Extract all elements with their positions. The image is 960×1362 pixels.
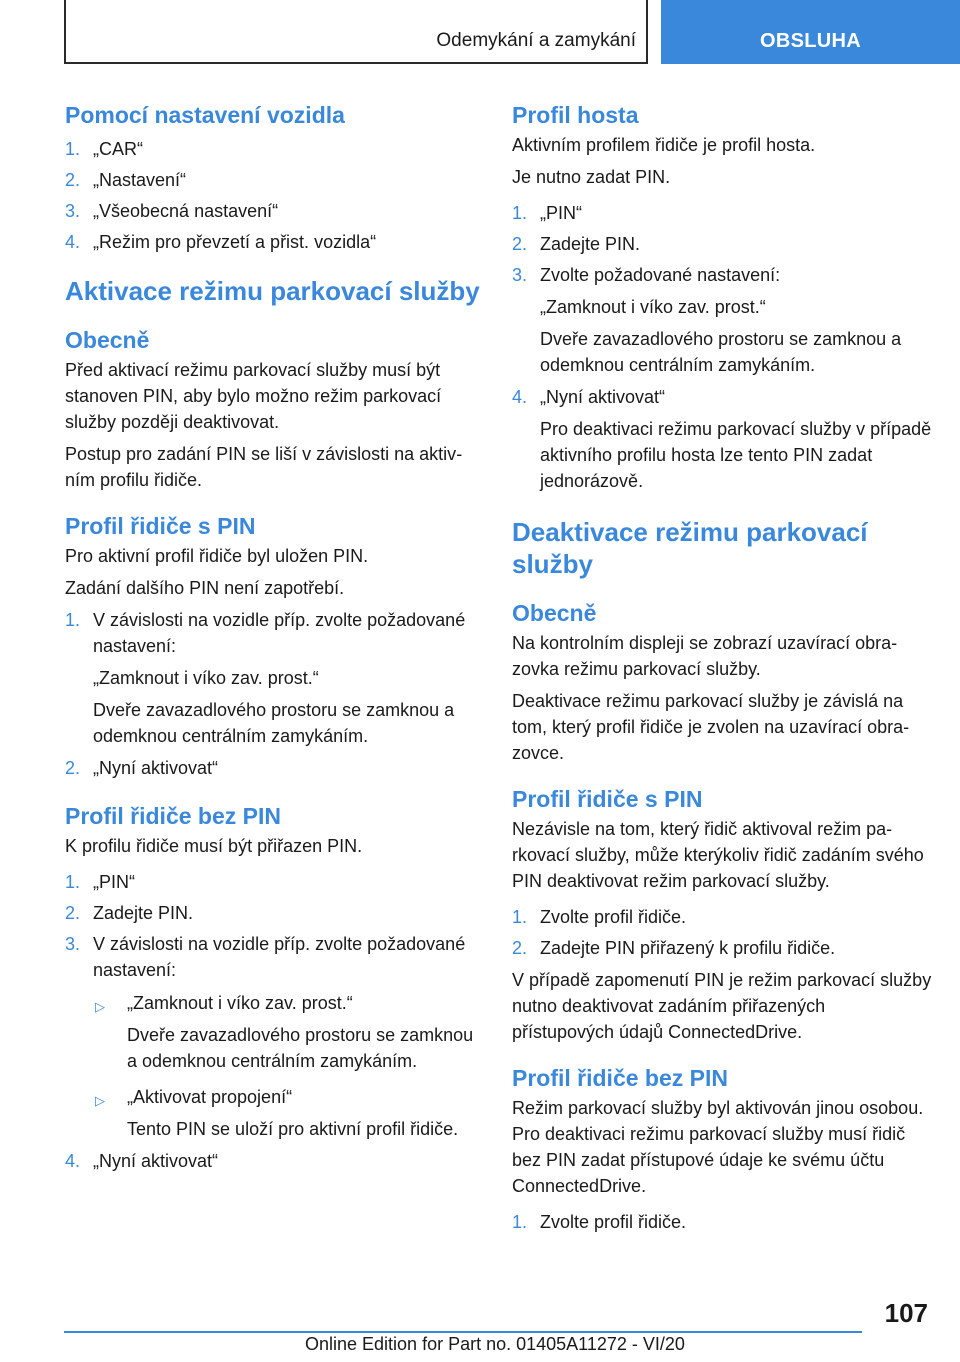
list-item: 4. „Nyní aktivovat“ Pro deaktivaci režimu parkovací služby v případě aktivního profilu hosta lze tento PIN zadat jednorázově. [512,387,932,491]
section-title-activation: Aktivace režimu parkovací služby [65,276,480,306]
paragraph: K profilu řidiče musí být přiřazen PIN. [65,836,363,856]
list-item: 1. Zvolte profil řidiče. [512,907,687,927]
section-title-guest-profile: Profil hosta [512,102,639,128]
list-item: 3. „Všeobecná nastavení“ [65,201,279,221]
list-item: 1. „PIN“ [65,872,135,892]
list-item: 2. „Nyní aktivovat“ [65,758,219,778]
triangle-bullet-icon: ▷ [95,1093,105,1108]
paragraph: Před aktivací režimu parkovací služby musí být stanoven PIN, aby bylo možno režim parkovací služby později deaktivovat. [65,360,442,432]
subsection-title-general: Obecně [512,600,597,626]
list-item: 2. Zadejte PIN přiřazený k profilu řidiče. [512,938,836,958]
subsection-title-profile-without-pin: Profil řidiče bez PIN [65,803,281,829]
paragraph: Deaktivace režimu parkovací služby je závislá na tom, který profil řidiče je zvolen na uzavírací obrazovce. [512,691,910,763]
list-item: 1. „PIN“ [512,203,582,223]
section-tab-obsluha[interactable]: OBSLUHA [661,0,960,64]
footer-divider [64,1331,862,1333]
paragraph: V případě zapomenutí PIN je režim parkovací služby nutno deaktivovat zadáním přiřazených přístupových údajů ConnectedDrive. [512,970,932,1042]
steps-list [512,1209,932,1235]
paragraph: Je nutno zadat PIN. [512,167,671,187]
list-item: 3. Zvolte požadované nastavení: „Zamknout i víko zav. prost.“ Dveře zavazadlového prostoru se zamknou a odemknou centrálním zamykáním. [512,265,902,375]
list-item: 2. „Nastavení“ [65,170,187,190]
subsection-title-profile-with-pin: Profil řidiče s PIN [512,786,703,812]
list-item: 3. V závislosti na vozidle příp. zvolte požadované nastavení: ▷ „Zamknout i víko zav. prost.“ Dveře zavazadlového prostoru se zamknou a odemknou centrálním zamykáním. ▷ „Aktivovat propojení“ Tento PIN se uloží pro aktivní profil řidiče. [65,931,483,1142]
header-frame [64,0,648,64]
steps-list [65,607,483,781]
triangle-bullet-icon: ▷ [95,999,105,1014]
steps-list [512,904,932,961]
left-column [65,100,483,1174]
paragraph: Režim parkovací služby byl aktivován jinou osobou. Pro deaktivaci režimu parkovací služby musí řidič bez PIN zadat přístupové údaje ke svému účtu ConnectedDrive. [512,1098,924,1196]
list-item: 1. „CAR“ [65,139,143,159]
page-number: 107 [884,1298,928,1328]
subsection-title-profile-without-pin: Profil řidiče bez PIN [512,1065,728,1091]
section-title-deactivation: Deaktivace režimu parkovací služby [512,517,868,579]
right-column [512,100,932,1235]
paragraph: Na kontrolním displeji se zobrazí uzavírací obrazovka režimu parkovací služby. [512,633,898,679]
list-item: 2. Zadejte PIN. [512,234,641,254]
steps-list [512,200,932,494]
list-item: 4. „Nyní aktivovat“ [65,1151,219,1171]
list-item: 4. „Režim pro převzetí a přist. vozidla“ [65,232,377,252]
paragraph: Aktivním profilem řidiče je profil hosta. [512,135,816,155]
paragraph: Pro aktivní profil řidiče byl uložen PIN. [65,546,369,566]
bullet-item: ▷ „Aktivovat propojení“ Tento PIN se uloží pro aktivní profil řidiče. [93,1084,483,1142]
list-item: 2. Zadejte PIN. [65,903,194,923]
footer-edition: Online Edition for Part no. 01405A11272 - VI/20 [305,1334,685,1354]
header-title: Odemykání a zamykání [436,30,636,51]
steps-list [65,869,483,1174]
steps-list [65,136,483,255]
list-item: 1. Zvolte profil řidiče. [512,1212,687,1232]
subsection-title-general: Obecně [65,327,150,353]
list-item: 1. V závislosti na vozidle příp. zvolte požadované nastavení: „Zamknout i víko zav. prost.“ Dveře zavazadlového prostoru se zamknou a odemknou centrálním zamykáním. [65,610,466,746]
subsection-title-profile-with-pin: Profil řidiče s PIN [65,513,256,539]
bullet-item: ▷ „Zamknout i víko zav. prost.“ Dveře zavazadlového prostoru se zamknou a odemknou centrálním zamykáním. [93,990,483,1074]
paragraph: Postup pro zadání PIN se liší v závislosti na aktivním profilu řidiče. [65,444,463,490]
section-title-vehicle-settings: Pomocí nastavení vozidla [65,102,345,128]
paragraph: Zadání dalšího PIN není zapotřebí. [65,578,345,598]
paragraph: Nezávisle na tom, který řidič aktivoval režim parkovací služby, může kterýkoliv řidič zadáním svého PIN deaktivovat režim parkovací služby. [512,819,924,891]
